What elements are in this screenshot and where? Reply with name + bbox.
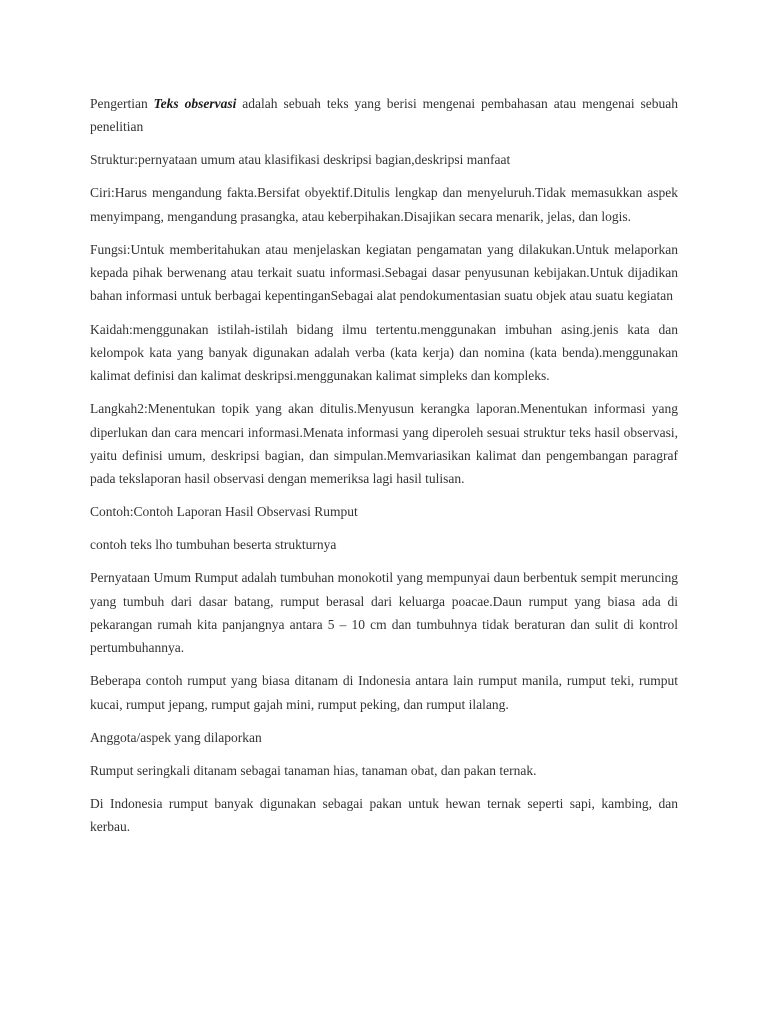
paragraph-function: Fungsi:Untuk memberitahukan atau menjelaskan kegiatan pengamatan yang dilakukan.Untuk melaporkan kepada pihak berwenang atau terkait suatu informasi.Sebagai dasar penyusunan kebijakan.Untuk dijadikan bahan informasi untuk berbagai kepentinganSebagai alat pendokumentasian suatu objek atau suatu kegiatan [90,241,678,304]
paragraph-example-subtitle: contoh teks lho tumbuhan beserta strukturnya [90,537,337,553]
paragraph-characteristics: Ciri:Harus mengandung fakta.Bersifat obyektif.Ditulis lengkap dan menyeluruh.Tidak memasukkan aspek menyimpang, mengandung prasangka, atau keberpihakan.Disajikan secara menarik, jelas, dan logis. [90,185,678,224]
paragraph-indonesia-uses: Di Indonesia rumput banyak digunakan sebagai pakan untuk hewan ternak seperti sapi, kambing, dan kerbau. [90,795,678,835]
paragraph-definition [90,92,678,139]
paragraph-uses: Rumput seringkali ditanam sebagai tanaman hias, tanaman obat, dan pakan ternak. [90,762,537,778]
paragraph-structure: Struktur:pernyataan umum atau klasifikasi deskripsi bagian,deskripsi manfaat [90,152,511,168]
definition-term: Teks observasi [153,96,237,111]
paragraph-example-title: Contoh:Contoh Laporan Hasil Observasi Rumput [90,504,358,520]
paragraph-grass-examples: Beberapa contoh rumput yang biasa ditanam di Indonesia antara lain rumput manila, rumput teki, rumput kucai, rumput jepang, rumput gajah mini, rumput peking, dan rumput ilalang. [90,673,678,712]
definition-text: adalah sebuah teks yang berisi mengenai pembahasan atau mengenai sebuah penelitian [90,96,679,135]
paragraph-steps: Langkah2:Menentukan topik yang akan ditulis.Menyusun kerangka laporan.Menentukan informasi yang diperlukan dan cara mencari informasi.Menata informasi yang diperoleh sesuai struktur teks hasil observasi, yaitu definisi umum, deskripsi bagian, dan simpulan.Memvariasikan kalimat dan pengembangan paragraf pada tekslaporan hasil observasi dengan memeriksa lagi hasil tulisan. [90,401,678,487]
paragraph-aspects-heading: Anggota/aspek yang dilaporkan [90,729,262,745]
paragraph-general-statement: Pernyataan Umum Rumput adalah tumbuhan monokotil yang mempunyai daun berbentuk sempit meruncing yang tumbuh dari dasar batang, rumput berasal dari keluarga poacae.Daun rumput yang biasa ada di pekarangan rumah kita panjangnya antara 5 – 10 cm dan tumbuhnya tidak beraturan dan sulit di kontrol pertumbuhannya. [90,570,678,656]
definition-prefix: Pengertian [90,96,154,111]
paragraph-rules: Kaidah:menggunakan istilah-istilah bidang ilmu tertentu.menggunakan imbuhan asing.jenis kata dan kelompok kata yang banyak digunakan adalah verba (kata kerja) dan nomina (kata benda).menggunakan kalimat definisi dan kalimat deskripsi.menggunakan kalimat simpleks dan kompleks. [90,321,678,384]
document-body [90,92,678,848]
